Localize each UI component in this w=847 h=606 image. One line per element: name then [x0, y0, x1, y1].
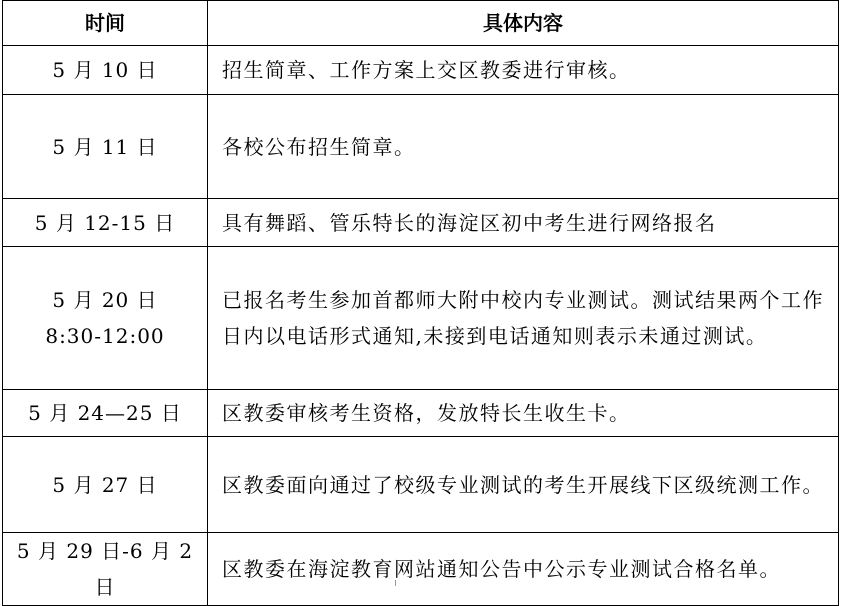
- time-text: 5 月 29 日-6 月 2 日: [16, 539, 194, 599]
- time-text: 5 月 24—25 日: [28, 401, 182, 425]
- table-row: [3, 533, 839, 606]
- time-text: 5 月 12-15 日: [34, 210, 176, 235]
- table-row: [3, 95, 839, 199]
- content-cell: 已报名考生参加首都师大附中校内专业测试。测试结果两个工作日内以电话形式通知,未接到电话通知则表示未通过测试。: [208, 247, 839, 390]
- time-cell: [3, 390, 208, 437]
- time-text: 5 月 11 日: [52, 134, 158, 159]
- table-row: [3, 437, 839, 533]
- time-cell: [3, 95, 208, 199]
- content-cell: 区教委审核考生资格，发放特长生收生卡。: [208, 390, 839, 437]
- table-row: [3, 247, 839, 390]
- time-text: 5 月 10 日: [52, 58, 158, 82]
- time-cell: [3, 533, 208, 606]
- page-edge-mark: [395, 580, 426, 586]
- time-subtext: 8:30-12:00: [45, 324, 165, 348]
- table-row: [3, 390, 839, 437]
- time-text: 5 月 20 日: [52, 288, 158, 312]
- schedule-table: [2, 0, 839, 606]
- time-cell: [3, 199, 208, 247]
- table-row: [3, 199, 839, 247]
- content-cell: 区教委在海淀教育网站通知公告中公示专业测试合格名单。: [208, 533, 839, 606]
- time-cell: [3, 437, 208, 533]
- content-cell: 招生简章、工作方案上交区教委进行审核。: [208, 46, 839, 95]
- time-cell: [3, 247, 208, 390]
- time-cell: [3, 46, 208, 95]
- header-time: 时间: [3, 1, 208, 46]
- content-cell: 各校公布招生简章。: [208, 95, 839, 199]
- content-cell: 具有舞蹈、管乐特长的海淀区初中考生进行网络报名: [208, 199, 839, 247]
- header-content: 具体内容: [208, 1, 839, 46]
- content-cell: 区教委面向通过了校级专业测试的考生开展线下区级统测工作。: [208, 437, 839, 533]
- table-row: [3, 46, 839, 95]
- time-text: 5 月 27 日: [52, 472, 158, 497]
- header-row: [3, 1, 839, 46]
